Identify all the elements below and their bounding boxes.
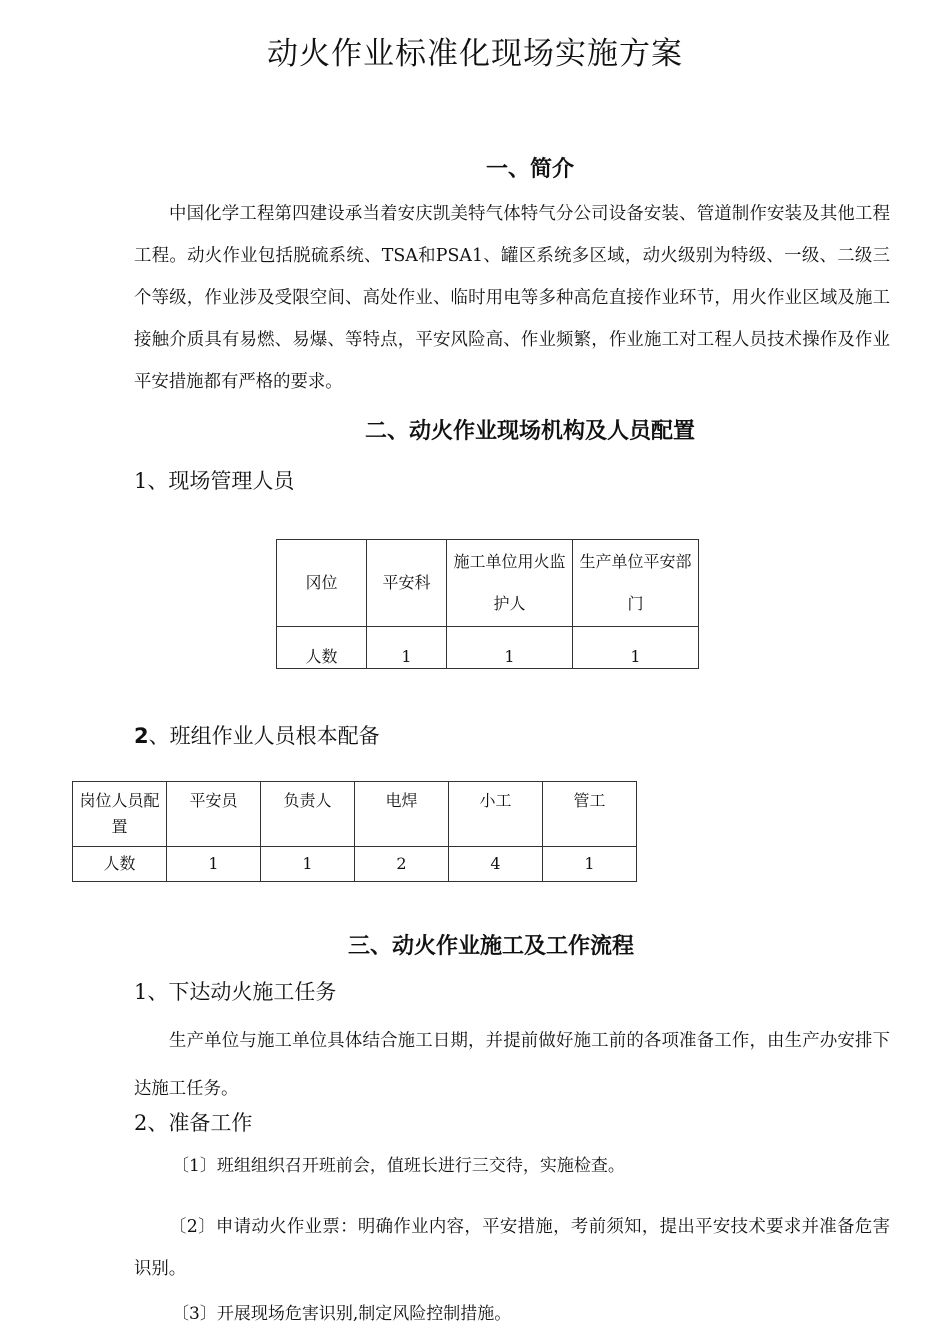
table-cell: 1	[543, 847, 637, 882]
subheading-preparation: 2、准备工作	[134, 1111, 253, 1135]
section-heading-organization: 二、动火作业现场机构及人员配置	[364, 419, 695, 444]
table-cell: 1	[573, 627, 699, 669]
table-cell: 4	[449, 847, 543, 882]
table-header-cell: 小工	[449, 782, 543, 847]
table-cell: 人数	[73, 847, 167, 882]
team-staffing-table	[72, 781, 637, 882]
subheading-text: 、班组作业人员根本配备	[148, 724, 380, 748]
table-header-cell: 负责人	[261, 782, 355, 847]
intro-paragraph: 中国化学工程第四建设承当着安庆凯美特气体特气分公司设备安装、管道制作安装及其他工程工程。动火作业包括脱硫系统、TSA和PSA1、罐区系统多区域，动火级别为特级、一级、二级三个等级，作业涉及受限空间、高处作业、临时用电等多种高危直接作业环节，用火作业区域及施工接触介质具有易燃、易爆、等特点，平安风险高、作业频繁，作业施工对工程人员技术操作及作业平安措施都有严格的要求。	[134, 204, 890, 392]
table-cell: 1	[167, 847, 261, 882]
table-header-cell: 生产单位平安部门	[573, 540, 699, 627]
document-title: 动火作业标准化现场实施方案	[267, 36, 683, 72]
subheading-team-staffing	[134, 720, 380, 750]
site-management-table	[276, 539, 699, 669]
table-header-cell: 平安员	[167, 782, 261, 847]
table-cell: 1	[447, 627, 573, 669]
subheading-site-management: 1、现场管理人员	[134, 469, 295, 493]
preparation-item-2: 〔2〕申请动火作业票：明确作业内容，平安措施，考前须知，提出平安技术要求并准备危害识别。	[134, 1217, 890, 1279]
issue-task-paragraph: 生产单位与施工单位具体结合施工日期，并提前做好施工前的各项准备工作，由生产办安排下达施工任务。	[134, 1031, 890, 1099]
table-header-cell: 管工	[543, 782, 637, 847]
preparation-item-3: 〔3〕开展现场危害识别,制定风险控制措施。	[172, 1304, 512, 1324]
section-heading-intro: 一、简介	[485, 157, 574, 182]
preparation-item-1: 〔1〕班组组织召开班前会，值班长进行三交待，实施检查。	[172, 1156, 625, 1176]
subheading-issue-task: 1、下达动火施工任务	[134, 980, 337, 1004]
table-header-cell: 岗位人员配置	[73, 782, 167, 847]
table-header-cell: 施工单位用火监护人	[447, 540, 573, 627]
table-cell: 1	[261, 847, 355, 882]
table-cell: 2	[355, 847, 449, 882]
table-header-cell: 平安科	[367, 540, 447, 627]
table-cell: 人数	[277, 627, 367, 669]
section-heading-workflow: 三、动火作业施工及工作流程	[347, 934, 634, 959]
table-header-cell: 冈位	[277, 540, 367, 627]
table-header-cell: 电焊	[355, 782, 449, 847]
subheading-number: 2	[134, 724, 149, 748]
table-cell: 1	[367, 627, 447, 669]
